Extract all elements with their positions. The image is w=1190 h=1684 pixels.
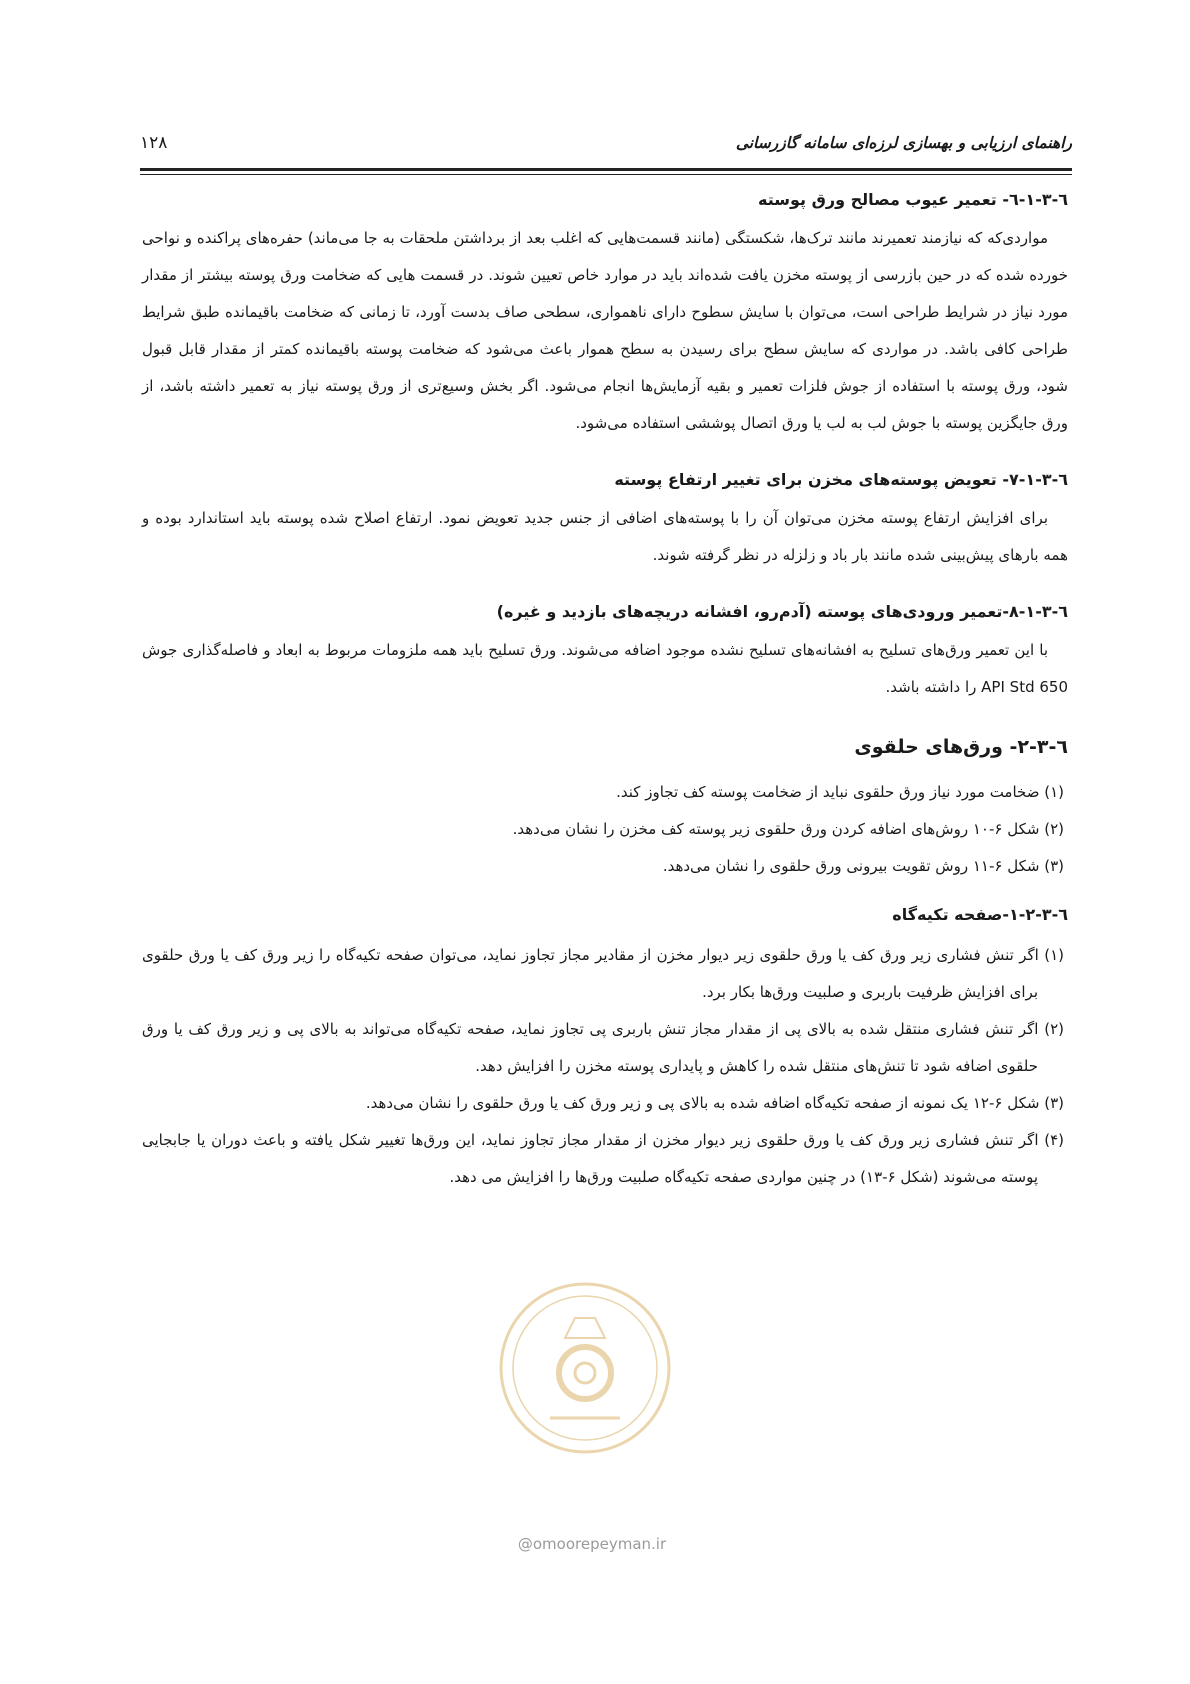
list-item: (۱) ضخامت مورد نیاز ورق حلقوی نباید از ضخامت پوسته کف تجاوز کند. [616, 783, 1064, 801]
list-item: (۱) اگر تنش فشاری زیر ورق کف یا ورق حلقوی زیر دیوار مخزن از مقادیر مجاز تجاوز نماید، می‌توان صفحه تکیه‌گاه را زیر ورق کف یا ورق حلقوی برای افزایش ظرفیت باربری و صلبیت ورق‌ها بکار برد. [142, 946, 1064, 1001]
section-paragraph-6-3-1-6: مواردی‌که که نیازمند تعمیرند مانند ترک‌ها، شکستگی (مانند قسمت‌هایی که اغلب بعد از برداشتن ملحقات به جا می‌ماند) حفره‌های پراکنده و نواحی خورده شده که در حین بازرسی از پوسته مخزن یافت شده‌اند باید در موارد خاص تعیین شوند. در قسمت هایی که ضخامت ورق پوسته بیشتر از مقدار مورد نیاز در شرایط طراحی است، می‌توان با سایش سطوح دارای ناهمواری، سطحی صاف بدست آورد، تا زمانی که ضخامت باقیمانده طبق شرایط طراحی کافی باشد. در مواردی که سایش سطح برای رسیدن به سطح هموار باعث می‌شود که ضخامت پوسته باقیمانده کمتر از مقدار قابل قبول شود، ورق پوسته با استفاده از جوش فلزات تعمیر و بقیه آزمایش‌ها انجام می‌شود. اگر بخش وسیع‌تری از ورق پوسته نیاز به تعمیر داشته باشد، از ورق جایگزین پوسته با جوش لب به لب یا ورق اتصال پوششی استفاده می‌شود. [142, 229, 1068, 432]
section-heading-6-3-2-1: ٦-٣-٢-١-صفحه تکیه‌گاه [892, 905, 1068, 924]
watermark-stamp-logo [495, 1278, 675, 1458]
section-heading-6-3-1-6: ٦-٣-١-٦- تعمیر عیوب مصالح ورق پوسته [758, 190, 1068, 209]
annular-plate-list [142, 774, 1068, 885]
list-item: (۲) اگر تنش فشاری منتقل شده به بالای پی از مقدار مجاز تنش باربری پی تجاوز نماید، صفحه تکیه‌گاه می‌تواند به بالای پی و زیر ورق کف یا ورق حلقوی اضافه شود تا تنش‌های منتقل شده را کاهش و پایداری پوسته مخزن را افزایش دهد. [142, 1020, 1064, 1075]
list-item: (۳) شکل ۶-۱۲ یک نمونه از صفحه تکیه‌گاه اضافه شده به بالای پی و زیر ورق کف یا ورق حلقوی را نشان می‌دهد. [365, 1094, 1064, 1112]
section-heading-6-3-1-8: ٦-٣-١-٨-تعمیر ورودی‌های پوسته (آدم‌رو، افشانه دریچه‌های بازدید و غیره) [496, 602, 1068, 621]
page-header [140, 128, 1072, 158]
header-rule-thick [140, 168, 1072, 171]
running-title: راهنمای ارزیابی و بهسازی لرزه‌ای سامانه گازرسانی [735, 134, 1072, 152]
list-item: (۲) شکل ۶-۱۰ روش‌های اضافه کردن ورق حلقوی زیر پوسته کف مخزن را نشان می‌دهد. [512, 820, 1064, 838]
page-body [142, 188, 1068, 1196]
header-rule-thin [140, 174, 1072, 175]
section-paragraph-6-3-1-8: با این تعمیر ورق‌های تسلیح به افشانه‌های تسلیح نشده موجود اضافه می‌شوند. ورق تسلیح باید همه ملزومات مربوط به ابعاد و فاصله‌گذاری جوش API Std 650 را داشته باشد. [142, 641, 1068, 696]
section-paragraph-6-3-1-7: برای افزایش ارتفاع پوسته مخزن می‌توان آن را با پوسته‌های اضافی از جنس جدید تعویض نمود. ارتفاع اصلاح شده پوسته باید استاندارد بوده و همه بارهای پیش‌بینی شده مانند بار باد و زلزله در نظر گرفته شوند. [142, 509, 1068, 564]
list-item: (۳) شکل ۶-۱۱ روش تقویت بیرونی ورق حلقوی را نشان می‌دهد. [662, 857, 1064, 875]
list-item: (۴) اگر تنش فشاری زیر ورق کف یا ورق حلقوی زیر دیوار مخزن از مقدار مجاز تجاوز نماید، این ورق‌ها تغییر شکل یافته و باعث دوران یا جابجایی پوسته می‌شوند (شکل ۶-۱۳) در چنین مواردی صفحه تکیه‌گاه صلبیت ورق‌ها را افزایش می دهد. [142, 1131, 1064, 1186]
page-number: ۱۲۸ [140, 133, 168, 153]
watermark-site-text: @omoorepeyman.ir [517, 1535, 667, 1553]
support-plate-list [142, 937, 1068, 1196]
section-heading-6-3-2: ٦-٣-٢- ورق‌های حلقوی [854, 736, 1068, 758]
section-heading-6-3-1-7: ٦-٣-١-٧- تعویض پوسته‌های مخزن برای تغییر ارتفاع پوسته [614, 470, 1068, 489]
